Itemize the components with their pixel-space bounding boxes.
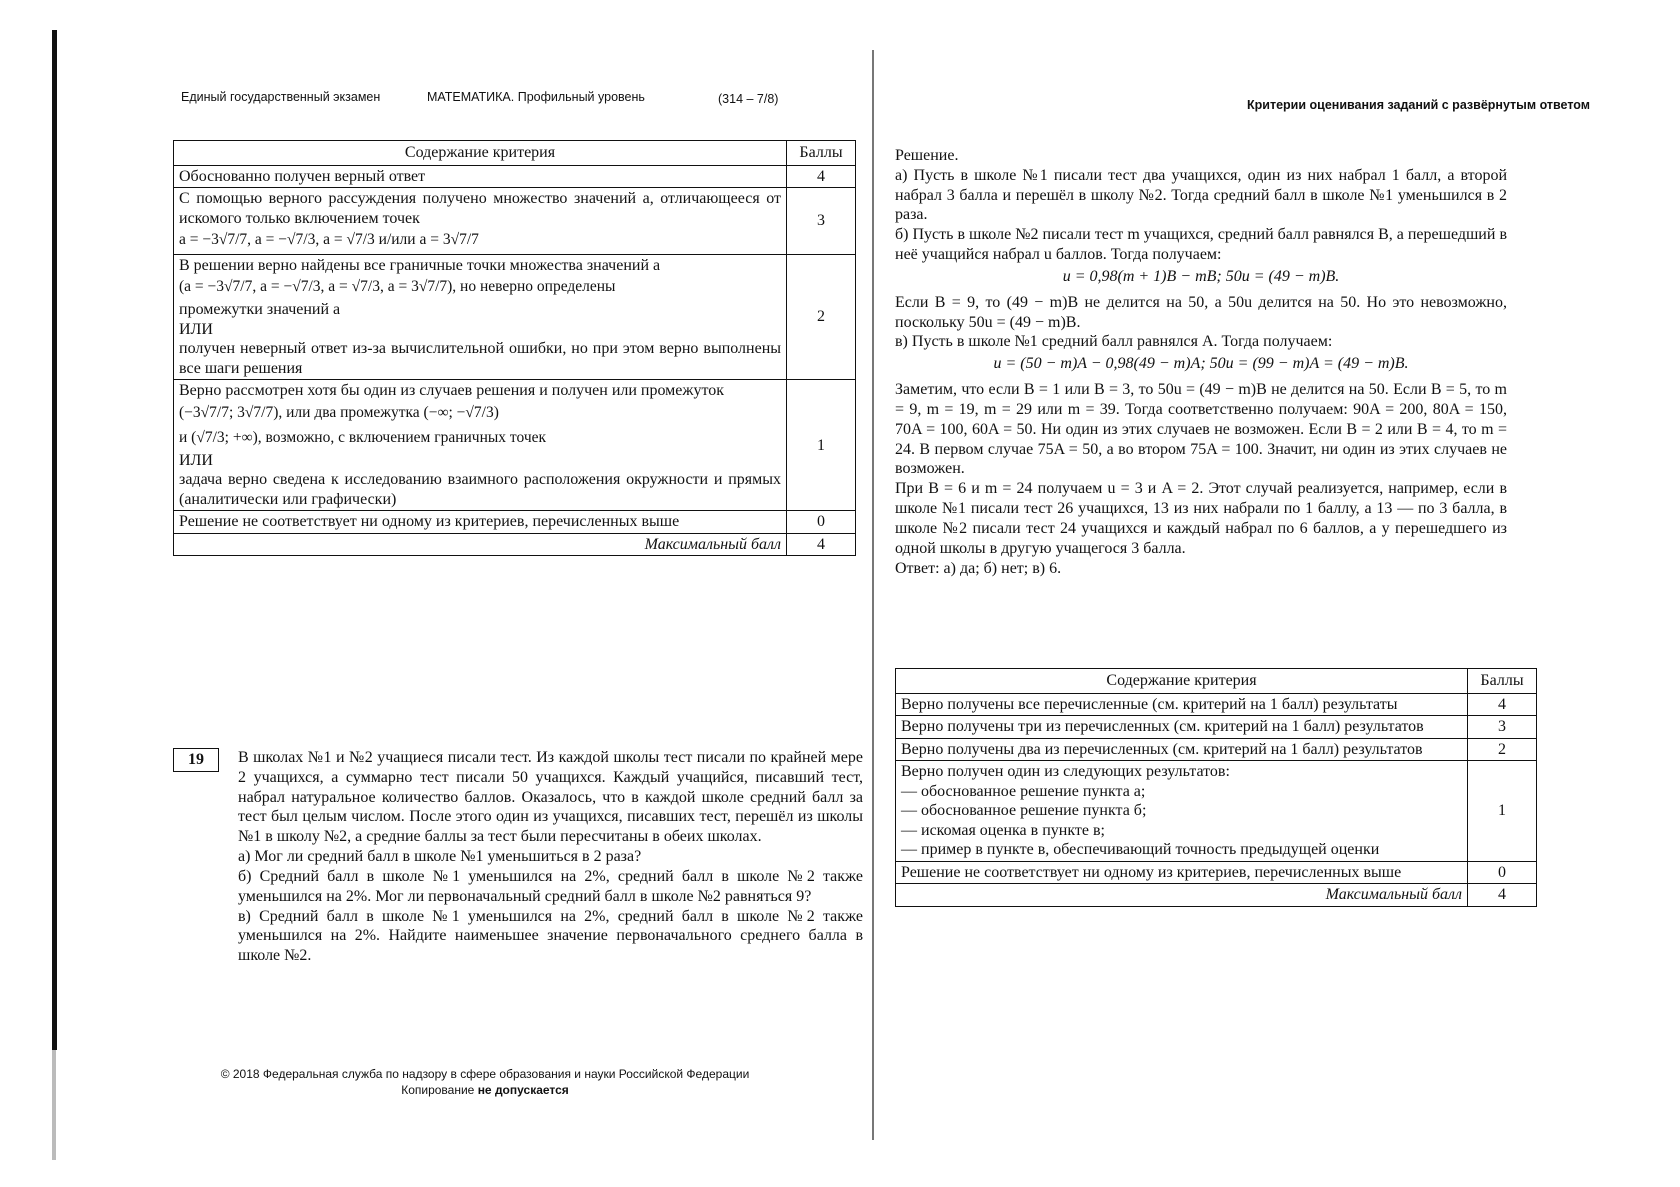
max-points: 4 (1468, 884, 1537, 907)
criterion-text: Решение не соответствует ни одному из критериев, перечисленных выше (896, 861, 1468, 884)
table-row (896, 693, 1537, 716)
col-content-header: Содержание критерия (896, 669, 1468, 694)
header-code: (314 – 7/8) (718, 92, 779, 106)
col-points-header: Баллы (1468, 669, 1537, 694)
criterion-text: Верно получен один из следующих результатов: (901, 763, 1230, 781)
solution-part-c3: При B = 6 и m = 24 получаем u = 3 и A = 2. Этот случай реализуется, например, если в школе №1 писали тест 26 учащихся, 13 из них набрали по 1 баллу, а 13 — по 3 балла, в школе №2 писали тест 24 учащихся и каждый набрал по 6 баллов, а у перешедшего из одной школы в другую учащегося 3 балла. (895, 480, 1507, 557)
problem-part-c: в) Средний балл в школе №1 уменьшился на 2%, средний балл в школе №2 также уменьшился на 2%. Найдите наименьшее значение первоначального среднего балла в школе №2. (238, 907, 863, 965)
table-header-row (174, 141, 856, 166)
criterion-cell (896, 761, 1468, 862)
criterion-alt-text: задача верно сведена к исследованию взаимного расположения окружности и прямых (аналитически или графически) (179, 471, 781, 508)
criterion-points: 4 (1468, 693, 1537, 716)
solution-part-c2: Заметим, что если B = 1 или B = 3, то 50u = (49 − m)B не делится на 50. Если B = 5, то m = 9, m = 19, m = 29 или m = 39. Тогда соответственно получаем: 90A = 200, 80A = 150, 70A = 100, 60A = 50. Ни один из этих случаев не возможен. Если B = 2 или B = 4, то m = 24. В первом случае 75A = 50, а во втором 75A = 100. Значит, ни один из этих случаев не возможен. (895, 381, 1507, 478)
table-row (174, 380, 856, 511)
criterion-item: — обоснованное решение пункта б; (901, 802, 1147, 820)
table-row (174, 511, 856, 534)
scan-edge-faint (52, 1050, 56, 1160)
solution-text (895, 146, 1507, 578)
scan-edge (52, 30, 57, 1050)
max-label: Максимальный балл (174, 533, 787, 556)
problem-intro: В школах №1 и №2 учащиеся писали тест. Из каждой школы тест писали по крайней мере 2 учащихся, а суммарно тест писали 50 учащихся. Каждый учащийся, писавший тест, набрал натуральное количество баллов. Оказалось, что в каждой школе средний балл за тест был целым числом. После этого один из учащихся, писавших тест, перешёл из школы №1 в школу №2, а средние баллы за тест были пересчитаны в обеих школах. (238, 749, 863, 846)
criterion-item: — пример в пункте в, обеспечивающий точность предыдущей оценки (901, 841, 1380, 859)
problem-part-b: б) Средний балл в школе №1 уменьшился на 2%, средний балл в школе №2 также уменьшился на 2%. Мог ли первоначальный средний балл в школе №2 равняться 9? (238, 867, 863, 905)
page-gutter (872, 50, 874, 1140)
criterion-text: Верно получены три из перечисленных (см. критерий на 1 балл) результатов (896, 716, 1468, 739)
criterion-or: ИЛИ (179, 451, 213, 469)
table-row (174, 165, 856, 188)
solution-part-b: б) Пусть в школе №2 писали тест m учащихся, средний балл равнялся B, а перешедший в неё учащийся набрал u баллов. Тогда получаем: (895, 226, 1507, 264)
table-row (174, 188, 856, 255)
max-label: Максимальный балл (896, 884, 1468, 907)
criterion-text: Верно получены все перечисленные (см. критерий на 1 балл) результаты (896, 693, 1468, 716)
criterion-text: Обоснованно получен верный ответ (174, 165, 787, 188)
criterion-points: 3 (787, 188, 856, 255)
criterion-cell (174, 380, 787, 511)
criterion-alt-text: получен неверный ответ из-за вычислительной ошибки, но при этом верно выполнены все шаги решения (179, 340, 781, 377)
footer-line-1: © 2018 Федеральная служба по надзору в сфере образования и науки Российской Федерации (220, 1067, 750, 1081)
footer-copy-bold: не допускается (477, 1082, 569, 1097)
criterion-text: Верно получены два из перечисленных (см. критерий на 1 балл) результатов (896, 738, 1468, 761)
table-row (896, 716, 1537, 739)
solution-part-c: в) Пусть в школе №1 средний балл равнялся A. Тогда получаем: (895, 333, 1333, 351)
criterion-cell (174, 188, 787, 255)
criterion-cell (174, 254, 787, 379)
criterion-text: Решение не соответствует ни одному из критериев, перечисленных выше (174, 511, 787, 534)
criterion-points: 0 (1468, 861, 1537, 884)
criterion-text: В решении верно найдены все граничные точки множества значений a (179, 256, 661, 274)
criterion-item: — обоснованное решение пункта а; (901, 782, 1146, 800)
solution-formula-c: u = (50 − m)A − 0,98(49 − m)A; 50u = (99 − m)A = (49 − m)B. (993, 355, 1409, 373)
criterion-text-cont: промежутки значений a (179, 301, 341, 319)
criterion-formula: (a = −3√7/7, a = −√7/3, a = √7/3, a = 3√7/7), но неверно определены (179, 278, 616, 296)
criterion-item: — искомая оценка в пункте в; (901, 821, 1105, 839)
problem-text (238, 748, 863, 966)
table-row (896, 738, 1537, 761)
criterion-formula-2: и (√7/3; +∞), возможно, с включением граничных точек (179, 428, 547, 446)
solution-formula-b: u = 0,98(m + 1)B − mB; 50u = (49 − m)B. (1062, 267, 1340, 285)
problem-part-a: а) Мог ли средний балл в школе №1 уменьшиться в 2 раза? (238, 848, 642, 866)
criteria-table-18 (173, 140, 856, 556)
criterion-points: 2 (787, 254, 856, 379)
header-criteria-title: Критерии оценивания заданий с развёрнутым ответом (1247, 98, 1591, 112)
problem-19 (173, 748, 863, 966)
criterion-formula: a = −3√7/7, a = −√7/3, a = √7/3 и/или a = 3√7/7 (179, 231, 479, 249)
solution-heading: Решение. (895, 147, 959, 164)
footer-line-2 (180, 1083, 790, 1099)
solution-part-b2: Если B = 9, то (49 − m)B не делится на 50, а 50u делится на 50. Но это невозможно, поскольку 50u = (49 − m)B. (895, 293, 1507, 331)
table-header-row (896, 669, 1537, 694)
solution-answer: Ответ: а) да; б) нет; в) 6. (895, 559, 1062, 577)
criteria-table-19 (895, 668, 1537, 907)
criterion-points: 3 (1468, 716, 1537, 739)
max-row (174, 533, 856, 556)
table-row (896, 861, 1537, 884)
copyright-footer (180, 1067, 790, 1098)
criterion-formula: (−3√7/7; 3√7/7), или два промежутка (−∞; −√7/3) (179, 403, 499, 421)
col-points-header: Баллы (787, 141, 856, 166)
max-points: 4 (787, 533, 856, 556)
footer-copy-text: Копирование (401, 1082, 478, 1097)
criterion-points: 1 (787, 380, 856, 511)
criterion-points: 4 (787, 165, 856, 188)
criterion-points: 0 (787, 511, 856, 534)
criterion-or: ИЛИ (179, 320, 213, 338)
criterion-points: 1 (1468, 761, 1537, 862)
col-content-header: Содержание критерия (174, 141, 787, 166)
criterion-points: 2 (1468, 738, 1537, 761)
table-row (896, 761, 1537, 862)
criterion-text: Верно рассмотрен хотя бы один из случаев решения и получен или промежуток (179, 382, 725, 400)
solution-part-a: а) Пусть в школе №1 писали тест два учащихся, один из них набрал 1 балл, а второй набрал 3 балла и перешёл в школу №2. Тогда средний балл в школе №1 уменьшился в 2 раза. (895, 166, 1507, 224)
max-row (896, 884, 1537, 907)
header-subject: МАТЕМАТИКА. Профильный уровень (427, 90, 645, 104)
header-exam: Единый государственный экзамен (181, 90, 381, 104)
criterion-text: С помощью верного рассуждения получено множество значений a, отличающееся от искомого только включением точек (179, 190, 781, 227)
table-row (174, 254, 856, 379)
problem-number: 19 (173, 748, 219, 772)
